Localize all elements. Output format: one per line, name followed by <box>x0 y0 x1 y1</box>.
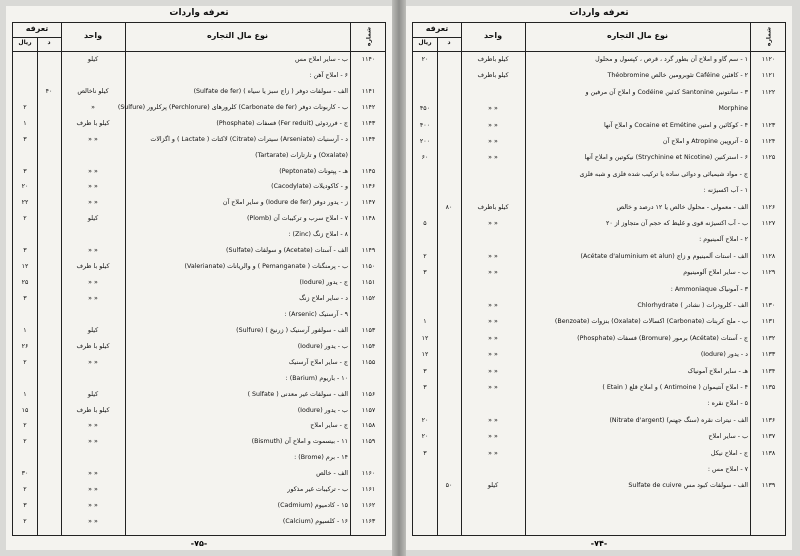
row-description: ب - سایر املاح <box>708 433 748 441</box>
row-rial: ۵ <box>423 220 427 227</box>
header-rial: ریال <box>18 39 32 46</box>
row-description: ب - ترکیبات غیر مذکور <box>287 486 348 494</box>
row-code: ۱۱۳۹ <box>761 482 776 490</box>
row-rial: ۲ <box>23 103 27 111</box>
row-code: ۱۱۲۵ <box>761 154 776 162</box>
row-code: ۱۱۳۵ <box>761 384 776 391</box>
row-unit: کیلو <box>87 390 99 398</box>
table-row <box>413 416 785 426</box>
row-description: Morphine <box>718 105 748 113</box>
row-code: ۱۱۴۳ <box>361 119 376 127</box>
row-code: ۱۱۵۷ <box>361 406 376 414</box>
row-rial: ۳ <box>423 269 427 277</box>
row-code: ۱۱۳۱ <box>761 318 776 326</box>
table-row <box>413 367 785 377</box>
table-row <box>13 358 385 368</box>
row-unit: » » <box>88 358 98 366</box>
row-code: ۱۱۴۸ <box>361 215 376 223</box>
row-code: ۱۱۳۴ <box>761 367 776 375</box>
row-rial: ۲ <box>23 518 27 526</box>
row-code: ۱۱۳۶ <box>761 416 776 424</box>
row-rial: ۲۲ <box>21 199 29 207</box>
row-unit: » » <box>88 486 98 494</box>
table-row <box>13 151 385 161</box>
row-unit: کیلو باظرف <box>477 203 509 211</box>
row-code: ۱۱۳۸ <box>761 449 776 457</box>
row-unit: کیلو باظرف <box>477 56 509 63</box>
row-unit: کیلو <box>87 326 99 334</box>
row-unit: » » <box>488 138 498 145</box>
row-code: ۱۱۴۶ <box>361 183 376 191</box>
row-unit: » » <box>488 318 498 326</box>
table-row <box>13 326 385 336</box>
row-rial: ۴۵۰ <box>419 105 431 113</box>
row-unit: » » <box>88 422 98 430</box>
row-description: ۵ - املاح نقره : <box>707 400 748 408</box>
table-row <box>13 501 385 511</box>
row-description: الف - سولفات کبود مس Sulfate de cuivre <box>628 482 748 490</box>
header-dinar: د <box>447 39 451 46</box>
row-code: ۱۱۵۰ <box>361 263 376 271</box>
row-description: ۱۰ - باریوم (Barium) : <box>285 374 348 382</box>
table-row <box>413 55 785 65</box>
row-rial: ۲۰ <box>21 183 29 191</box>
table-row <box>13 342 385 352</box>
row-code: ۱۱۵۳ <box>361 326 376 334</box>
table-row <box>13 390 385 400</box>
row-unit: » » <box>488 449 498 457</box>
table-row <box>413 317 785 327</box>
row-code: ۱۱۵۵ <box>361 358 376 366</box>
row-unit: » » <box>488 154 498 162</box>
row-rial: ۱۵ <box>21 406 29 414</box>
header-rial: ریال <box>418 39 432 46</box>
row-unit: » » <box>488 367 498 375</box>
row-rial: ۳ <box>423 384 427 391</box>
header-unit: واحد <box>83 31 103 40</box>
row-description: ۱ - آب اکسیژنه : <box>703 187 748 195</box>
row-description: الف - آستات (Acetate) و سولفات (Sulfate) <box>226 247 348 255</box>
row-dinar: ۵۰ <box>445 482 453 490</box>
table-row <box>13 135 385 145</box>
header-rule <box>413 37 461 38</box>
row-code: ۱۱۲۹ <box>761 269 776 277</box>
header-code: شماره <box>765 26 773 47</box>
row-rial: ۳ <box>423 449 427 457</box>
row-unit: کیلو با ظرف <box>76 342 110 350</box>
table-row <box>13 230 385 240</box>
row-unit: کیلو <box>87 215 99 223</box>
row-description: ۶ - استرکنین (Strychinine et Nicotine) نیکوتین و املاح آنها <box>584 154 748 162</box>
tariff-table <box>12 22 386 536</box>
left-page <box>6 6 392 550</box>
row-description: (Oxalate) و تارتارات (Tartarate) <box>255 151 348 159</box>
row-description: ۸ - املاح زنگ (Zinc) : <box>288 231 348 239</box>
table-row <box>413 334 785 344</box>
row-rial: ۲ <box>23 422 27 430</box>
row-unit: کیلو <box>487 482 499 490</box>
header-tariff: تعرفه <box>25 24 49 33</box>
table-row <box>413 235 785 245</box>
row-code: ۱۱۵۸ <box>361 422 376 430</box>
table-row <box>413 285 785 295</box>
header-rule <box>13 51 385 52</box>
table-row <box>13 278 385 288</box>
row-description: الف - سولفات غیر معدنی ( Sulfate ) <box>247 390 348 398</box>
row-unit: » » <box>88 518 98 526</box>
table-row <box>413 104 785 114</box>
table-row <box>13 182 385 192</box>
right-page <box>406 6 792 550</box>
row-description: ج - فرردوئی (Fer reduit) فسفات (Phosphate) <box>216 119 348 127</box>
row-unit: کیلو با ظرف <box>76 406 110 414</box>
row-description: ب - پرمنگنات ( Pemanganate ) و والریانات (Valerianate) <box>184 263 348 271</box>
table-row <box>13 246 385 256</box>
row-unit: کیلو ناخالص <box>77 87 109 95</box>
page-number: -۷۵- <box>190 539 208 548</box>
table-row <box>413 268 785 278</box>
table-row <box>13 310 385 320</box>
row-code: ۱۱۵۲ <box>361 295 376 302</box>
table-row <box>13 262 385 272</box>
row-rial: ۶۰ <box>421 154 429 162</box>
row-description: ب - آب اکسیژنه قوی و غلیظ که حجم آن متجاوز از ۲۰ <box>605 220 748 227</box>
row-rial: ۳ <box>23 135 27 143</box>
table-row <box>413 432 785 442</box>
row-description: ۵ - آتروپین Atropine و املاح آن <box>662 138 748 145</box>
row-code: ۱۱۵۱ <box>361 279 376 287</box>
row-code: ۱۱۴۰ <box>361 56 376 63</box>
row-rial: ۲ <box>23 486 27 494</box>
row-unit: کیلو باظرف <box>477 72 509 80</box>
row-code: ۱۱۲۰ <box>761 56 776 63</box>
row-description: ج - سایر املاح آرسنیک <box>288 358 348 366</box>
row-rial: ۲۰۰ <box>419 138 431 145</box>
book-gutter <box>392 0 406 556</box>
row-rial: ۱۲ <box>421 334 429 342</box>
row-description: ب - کاربونات دوفر (Carbonate de fer) کلرورهای (Perchlorure) پرکلرور (Sulfure) <box>117 103 348 111</box>
row-description: الف - نیترات نقره (سنگ جهنم) (Nitrate d'argent) <box>609 416 748 424</box>
row-code: ۱۱۳۰ <box>761 302 776 309</box>
row-unit: » » <box>488 269 498 277</box>
table-row <box>413 481 785 491</box>
row-rial: ۳ <box>23 167 27 175</box>
row-rial: ۲ <box>423 252 427 260</box>
table-row <box>13 421 385 431</box>
row-description: ۷ - املاح سرب و ترکیبات آن (Plomb) <box>246 215 348 223</box>
table-row <box>413 203 785 213</box>
row-code: ۱۱۴۴ <box>361 135 376 143</box>
row-description: ۷ - املاح مس : <box>707 466 748 473</box>
table-row <box>413 170 785 180</box>
row-description: ۴ - کوکائین و امتین Cocaine et Emétine و املاح آنها <box>604 121 748 129</box>
table-row <box>13 453 385 463</box>
row-code: ۱۱۶۱ <box>361 486 376 494</box>
table-row <box>413 350 785 360</box>
row-code: ۱۱۲۶ <box>761 203 776 211</box>
table-row <box>13 469 385 479</box>
row-unit: » » <box>88 183 98 191</box>
table-row <box>413 465 785 475</box>
table-row <box>13 437 385 447</box>
row-code: ۱۱۲۳ <box>761 121 776 129</box>
row-code: ۱۱۵۹ <box>361 438 376 446</box>
row-unit: کیلو با ظرف <box>76 119 110 127</box>
row-description: ۱۶ - کلسیوم (Calcium) <box>282 518 348 526</box>
table-row <box>413 219 785 229</box>
table-row <box>13 167 385 177</box>
row-code: ۱۱۵۴ <box>361 342 376 350</box>
row-code: ۱۱۲۱ <box>761 72 776 80</box>
row-dinar: ۸۰ <box>445 203 453 211</box>
row-description: ۱۴ - برم (Brome) : <box>294 454 348 462</box>
header-code: شماره <box>365 26 373 47</box>
row-unit: » » <box>88 247 98 255</box>
page-number: -۷۴- <box>590 539 608 548</box>
table-row <box>13 406 385 416</box>
row-code: ۱۱۵۶ <box>361 390 376 398</box>
row-description: ۳ - سانتونین Santonine کدئین Codéine و املاح آن مرفین و <box>585 88 748 96</box>
table-row <box>413 301 785 311</box>
table-row <box>413 71 785 81</box>
row-description: ج - مواد شیمیائی و دوائی ساده یا ترکیب شده فلزی و شبه فلزی <box>579 170 748 178</box>
row-description: الف - سولفات دوفر ( زاج سبز یا سیاه ) (Sulfate de fer) <box>193 87 348 95</box>
row-rial: ۲۰ <box>421 433 429 441</box>
row-rial: ۲۶ <box>21 342 29 350</box>
row-unit: » » <box>488 416 498 424</box>
row-code: ۱۱۴۱ <box>361 87 376 95</box>
row-unit: » » <box>88 470 98 478</box>
table-row <box>413 137 785 147</box>
row-rial: ۲ <box>23 438 27 446</box>
row-code: ۱۱۴۹ <box>361 247 376 255</box>
table-row <box>13 103 385 113</box>
table-row <box>13 214 385 224</box>
row-unit: » » <box>88 167 98 175</box>
table-row <box>13 87 385 97</box>
header-rule <box>13 37 61 38</box>
row-description: الف - معمولی - محلول خالص یا ۱۲ درصد و خالص <box>616 203 748 211</box>
row-unit: » » <box>88 438 98 446</box>
row-unit: » » <box>88 199 98 207</box>
row-description: د - آرسنیات (Arseniate) سیترات (Citrate) لاکتات ( Lactate ) و اگزالات <box>150 135 348 143</box>
row-unit: » <box>91 103 95 111</box>
row-description: ج - سایر املاح <box>310 422 348 430</box>
row-rial: ۱ <box>23 390 27 398</box>
row-code: ۱۱۳۲ <box>761 334 776 342</box>
row-description: ۱۱ - بیسموت و املاح آن (Bismuth) <box>251 438 348 446</box>
row-description: ۹ - آرسنیک (Arsenic) : <box>284 310 348 318</box>
row-unit: » » <box>488 105 498 113</box>
row-unit: » » <box>88 279 98 287</box>
row-description: ج - آستات (Acétate) برمور (Bromure) فسفات (Phosphate) <box>577 334 748 342</box>
row-description: ۶ - املاح آهن : <box>309 71 348 79</box>
row-rial: ۱ <box>23 326 27 334</box>
row-description: ۲ - املاح آلمینیوم : <box>699 236 748 244</box>
table-row <box>413 383 785 393</box>
table-row <box>413 449 785 459</box>
row-description: ب - یدور (Iodure) <box>297 406 348 414</box>
row-description: الف - کلرودرات ( نشادر ) Chlorhydrate <box>637 302 748 309</box>
header-tariff: تعرفه <box>425 24 449 33</box>
row-unit: » » <box>88 295 98 302</box>
row-unit: » » <box>488 384 498 391</box>
row-description: الف - استات آلمینیوم و زاج (Acétate d'aluminium et alun) <box>580 252 748 260</box>
table-row <box>413 399 785 409</box>
table-row <box>413 153 785 163</box>
row-code: ۱۱۴۲ <box>361 103 376 111</box>
row-rial: ۳ <box>423 367 427 375</box>
row-description: ۱ - سم گاو و املاح آن بطور گرد ، قرص ، کپسول و محلول <box>595 56 748 63</box>
row-unit: » » <box>488 302 498 309</box>
row-code: ۱۱۶۲ <box>361 502 376 510</box>
row-code: ۱۱۴۷ <box>361 199 376 207</box>
row-description: ۱۵ - کادمیوم (Cadmium) <box>277 502 348 510</box>
row-rial: ۲ <box>23 358 27 366</box>
row-unit: » » <box>488 334 498 342</box>
row-code: ۱۱۶۳ <box>361 518 376 526</box>
row-description: ۲ - کافئین Caféine تئوبرومین خالص Théobromine <box>607 72 748 80</box>
row-description: الف - خالص <box>316 470 348 478</box>
row-code: ۱۱۴۵ <box>361 167 376 175</box>
row-code: ۱۱۲۲ <box>761 88 776 96</box>
row-description: ج - یدور (Iodure) <box>299 279 348 287</box>
row-unit: » » <box>488 351 498 359</box>
row-description: د - سایر املاح زنگ <box>299 295 348 302</box>
row-rial: ۲۰ <box>421 416 429 424</box>
row-rial: ۱ <box>23 119 27 127</box>
table-row <box>13 485 385 495</box>
row-description: ب - یدور (Iodure) <box>297 342 348 350</box>
row-description: و - کاکودیلات (Cacodylate) <box>271 183 348 191</box>
table-row <box>413 88 785 98</box>
table-row <box>13 71 385 81</box>
row-code: ۱۱۳۳ <box>761 351 776 359</box>
row-description: ب - سایر املاح مس <box>295 56 348 63</box>
row-code: ۱۱۶۰ <box>361 470 376 478</box>
row-rial: ۱۲ <box>21 263 29 271</box>
row-rial: ۲۰ <box>421 56 429 63</box>
row-unit: » » <box>488 220 498 227</box>
row-description: ۴ - املاح آنتیموان ( Antimoine ) و املاح قلع ( Etain ) <box>602 384 748 391</box>
row-rial: ۲ <box>23 215 27 223</box>
header-description: نوع مال التجاره <box>206 31 269 40</box>
row-unit: کیلو با ظرف <box>76 263 110 271</box>
table-row <box>413 186 785 196</box>
row-description: ب - سایر املاح آلومینیوم <box>683 269 748 277</box>
row-rial: ۲۵ <box>21 279 29 287</box>
table-row <box>13 294 385 304</box>
table-row <box>13 119 385 129</box>
running-head: تعرفه واردات <box>569 8 629 18</box>
table-row <box>13 374 385 384</box>
row-code: ۱۱۲۸ <box>761 252 776 260</box>
row-code: ۱۱۲۷ <box>761 220 776 227</box>
table-row <box>13 55 385 65</box>
row-rial: ۳ <box>23 502 27 510</box>
row-dinar: ۴۰ <box>45 87 53 95</box>
row-unit: کیلو <box>87 56 99 63</box>
row-unit: » » <box>488 252 498 260</box>
row-description: هـ - سایر املاح آمونیاک <box>687 367 748 375</box>
header-dinar: د <box>47 39 51 46</box>
tariff-table <box>412 22 786 536</box>
table-row <box>413 252 785 262</box>
row-rial: ۴۰۰ <box>419 121 431 129</box>
row-description: هـ - پپتونات (Peptonate) <box>279 167 348 175</box>
row-description: ۳ - آمونیاک Ammoniaque : <box>670 285 748 293</box>
row-unit: » » <box>488 433 498 441</box>
row-description: الف - سولفور آرسنیک ( زرنیخ ) (Sulfure) <box>236 326 348 334</box>
table-row <box>413 121 785 131</box>
row-description: ج - املاح نیکل <box>710 449 748 457</box>
row-unit: » » <box>88 135 98 143</box>
header-rule <box>413 51 785 52</box>
row-rial: ۳ <box>23 247 27 255</box>
row-description: ب - ملح کربنات (Carbonate) اکسالات (Oxalate) بنزوات (Benzoate) <box>554 318 748 326</box>
row-description: ز - یدور دوفر (Iodure de fer) و سایر املاح آن <box>222 199 348 207</box>
header-unit: واحد <box>483 31 503 40</box>
row-rial: ۳ <box>23 295 27 302</box>
row-rial: ۱ <box>423 318 427 326</box>
row-unit: » » <box>88 502 98 510</box>
row-unit: » » <box>488 121 498 129</box>
running-head: تعرفه واردات <box>169 8 229 18</box>
row-code: ۱۱۳۷ <box>761 433 776 441</box>
header-description: نوع مال التجاره <box>606 31 669 40</box>
row-rial: ۱۲ <box>421 351 429 359</box>
table-row <box>13 517 385 527</box>
row-rial: ۳۰ <box>21 470 29 478</box>
table-row <box>13 198 385 208</box>
row-description: د - یدور (Iodure) <box>700 351 748 359</box>
row-code: ۱۱۲۴ <box>761 138 776 145</box>
